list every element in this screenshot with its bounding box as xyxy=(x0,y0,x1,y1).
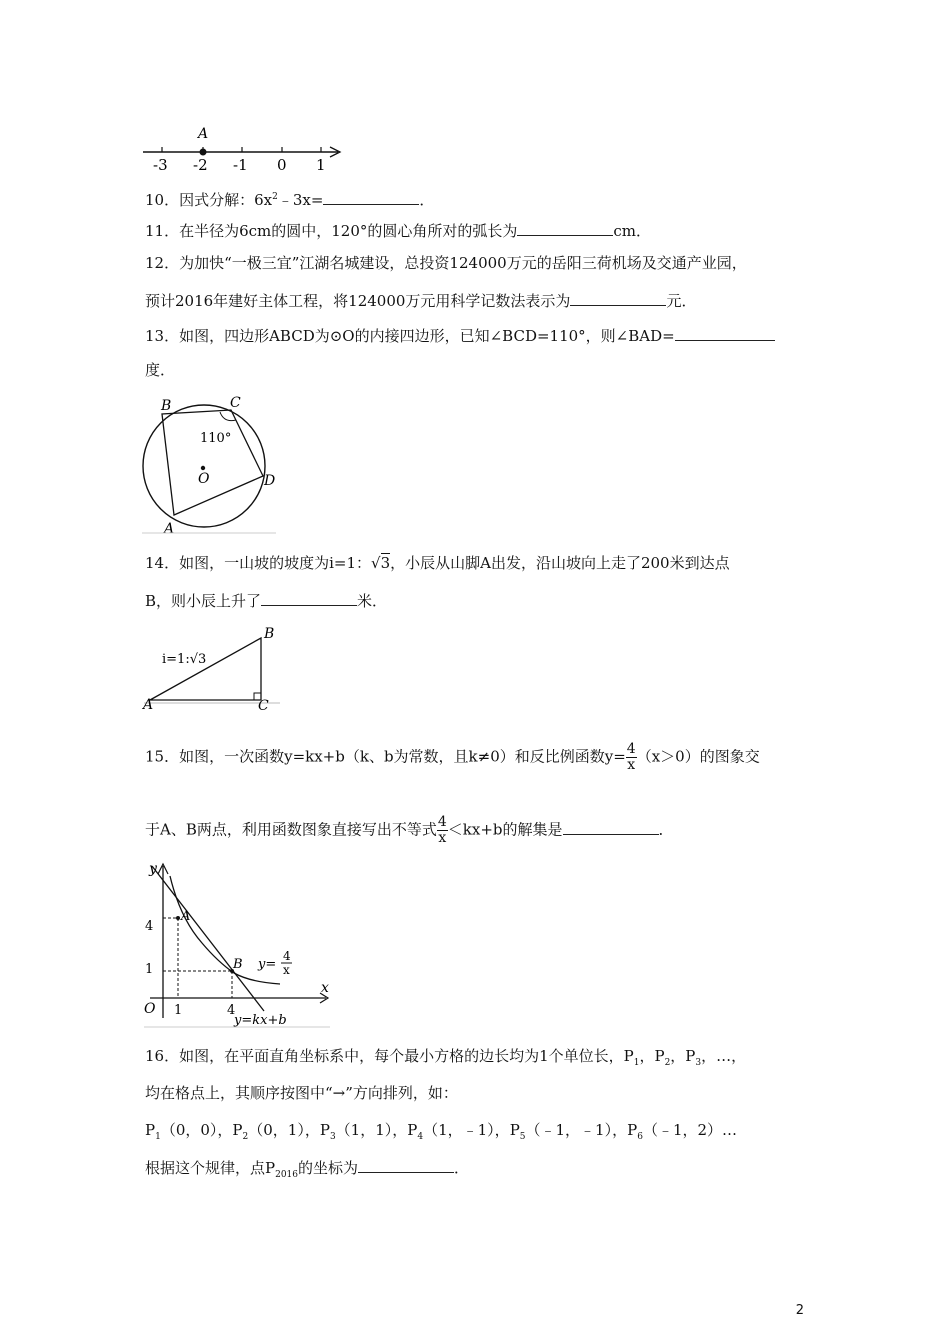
inverse-label-num: 4 xyxy=(283,949,291,963)
fraction-4-over-x: $\frac{4}{x}$ xyxy=(626,741,636,773)
question-15-line-1: 15．如图，一次函数y=kx+b（k、b为常数，且k≠0）和反比例函数y= $\frac{4}{x}$ （x＞0）的图象交 xyxy=(145,741,760,773)
label-b: B xyxy=(233,957,243,972)
label-o: O xyxy=(198,471,210,487)
question-15-line-2: 于A、B两点，利用函数图象直接写出不等式 $\frac{4}{x}$ ＜kx+b的解集是 ． xyxy=(145,814,674,846)
question-16-line-1: 16．如图，在平面直角坐标系中，每个最小方格的边长均为1个单位长，$P_1$，$P_2$，$P_3$，…， xyxy=(145,1047,747,1068)
label-a: A xyxy=(143,697,154,713)
question-10: 10．因式分解：$6x^2﹣3x=$ ． xyxy=(145,186,434,211)
tick-label: 0 xyxy=(277,156,287,174)
tick-x-4: 4 xyxy=(227,1003,236,1018)
question-12-line-1: 12．为加快“一极三宜”江湖名城建设，总投资124000万元的岳阳三荷机场及交通产业园， xyxy=(145,254,747,272)
circle-o xyxy=(143,405,265,527)
question-12-line-2: 预计2016年建好主体工程，将124000万元用科学记数法表示为 元． xyxy=(145,289,696,312)
quadrilateral-abcd xyxy=(162,410,263,515)
slope-label: i=1:√3 xyxy=(162,652,207,667)
linear-label: y=kx+b xyxy=(234,1013,287,1028)
question-16-line-2: 均在格点上，其顺序按图中“→”方向排列，如： xyxy=(145,1084,458,1102)
sqrt-symbol: √ xyxy=(371,554,381,572)
triangle-abc xyxy=(150,638,261,700)
tick-y-1: 1 xyxy=(145,962,154,977)
answer-blank[interactable] xyxy=(570,289,666,306)
angle-label: 110° xyxy=(200,431,232,446)
question-11: 11．在半径为6cm的圆中，120°的圆心角所对的弧长为 cm． xyxy=(145,219,651,242)
answer-blank[interactable] xyxy=(358,1156,454,1173)
label-b: B xyxy=(264,626,275,642)
inverse-label-den: x xyxy=(283,963,290,977)
origin-label: O xyxy=(144,1001,156,1017)
fraction-4-over-x: $\frac{4}{x}$ xyxy=(437,814,447,846)
function-graph-figure xyxy=(140,858,335,1030)
answer-blank[interactable] xyxy=(563,818,659,835)
question-16-line-4: 根据这个规律，点$P_{2016}$的坐标为 ． xyxy=(145,1156,469,1186)
label-a: A xyxy=(181,909,191,924)
question-13-line-1: 13．如图，四边形ABCD为⊙O的内接四边形，已知∠BCD=110°，则∠BAD= xyxy=(145,324,775,347)
page-number: 2 xyxy=(795,1303,804,1318)
question-14-line-1: 14．如图，一山坡的坡度为i=1：√3，小辰从山脚A出发，沿山坡向上走了200米到达点 xyxy=(145,554,730,572)
answer-blank[interactable] xyxy=(261,589,357,606)
axis-x-label: x xyxy=(321,980,329,996)
label-b: B xyxy=(161,398,172,414)
label-a: A xyxy=(164,521,175,535)
point-a-label: A xyxy=(198,126,209,142)
tick-label: -3 xyxy=(153,156,168,174)
answer-blank[interactable] xyxy=(323,188,419,205)
tick-label: 1 xyxy=(316,156,326,174)
label-d: D xyxy=(264,473,276,489)
question-13-line-2: 度． xyxy=(145,361,176,379)
number-line-figure xyxy=(140,125,350,175)
tick-y-4: 4 xyxy=(145,919,154,934)
question-14-line-2: B，则小辰上升了 米． xyxy=(145,589,387,612)
tick-label: -1 xyxy=(233,156,248,174)
point-a-marker xyxy=(200,149,207,156)
center-o-dot xyxy=(201,466,205,470)
linear-line xyxy=(152,866,264,1011)
label-c: C xyxy=(258,698,269,714)
label-c: C xyxy=(230,395,241,411)
answer-blank[interactable] xyxy=(517,219,613,236)
tick-x-1: 1 xyxy=(174,1003,183,1018)
question-16-line-3: $P_1(0$，0），$P_2(0$，1），$P_3(1$，1），$P_4(1$，﹣1），$P_5(﹣1$，﹣1），$P_6(﹣1$，2）… xyxy=(145,1121,738,1142)
tick-label: -2 xyxy=(193,156,208,174)
slope-triangle-figure xyxy=(140,620,290,714)
circle-quadrilateral-figure xyxy=(140,393,280,535)
inverse-label-prefix: y= xyxy=(258,957,277,972)
axis-y-label: y xyxy=(149,861,157,877)
answer-blank[interactable] xyxy=(675,324,775,341)
